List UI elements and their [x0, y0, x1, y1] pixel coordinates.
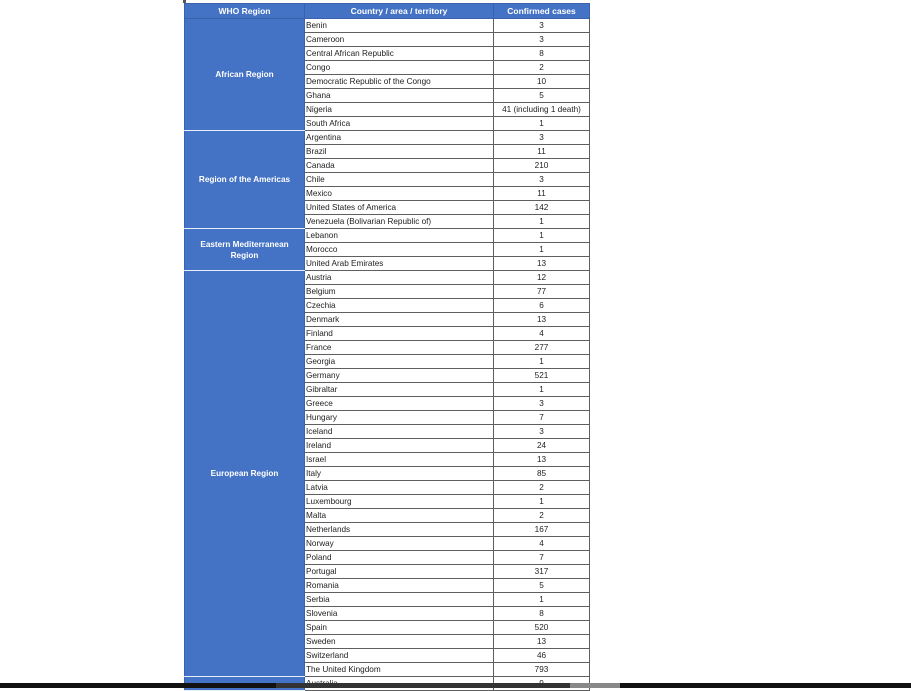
country-cell: Canada: [305, 159, 494, 173]
country-cell: The United Kingdom: [305, 663, 494, 677]
country-cell: Italy: [305, 467, 494, 481]
country-cell: Norway: [305, 537, 494, 551]
cases-cell: 1: [494, 229, 590, 243]
cases-cell: 167: [494, 523, 590, 537]
country-cell: Latvia: [305, 481, 494, 495]
country-cell: Belgium: [305, 285, 494, 299]
bottom-scrollbar-thumb[interactable]: [276, 683, 570, 688]
country-cell: Nigeria: [305, 103, 494, 117]
region-cell: African Region: [185, 19, 305, 131]
cases-cell: 3: [494, 19, 590, 33]
confirmed-cases-table: [184, 3, 590, 691]
country-cell: Switzerland: [305, 649, 494, 663]
country-cell: France: [305, 341, 494, 355]
country-cell: Austria: [305, 271, 494, 285]
cases-cell: 13: [494, 257, 590, 271]
country-cell: Mexico: [305, 187, 494, 201]
cases-cell: 3: [494, 173, 590, 187]
country-cell: Hungary: [305, 411, 494, 425]
country-cell: Denmark: [305, 313, 494, 327]
country-cell: South Africa: [305, 117, 494, 131]
cases-cell: 521: [494, 369, 590, 383]
table-row: [185, 19, 590, 33]
country-cell: Romania: [305, 579, 494, 593]
cases-cell: 520: [494, 621, 590, 635]
cases-cell: 1: [494, 383, 590, 397]
cases-cell: 1: [494, 593, 590, 607]
bottom-scrollbar-segment[interactable]: [570, 683, 620, 688]
country-cell: Benin: [305, 19, 494, 33]
cases-cell: 5: [494, 579, 590, 593]
table-row: [185, 271, 590, 285]
cases-cell: 1: [494, 117, 590, 131]
country-cell: Morocco: [305, 243, 494, 257]
cases-cell: 11: [494, 187, 590, 201]
cases-cell: 13: [494, 313, 590, 327]
country-cell: Slovenia: [305, 607, 494, 621]
table-row: [185, 131, 590, 145]
region-cell: European Region: [185, 271, 305, 677]
country-cell: Portugal: [305, 565, 494, 579]
region-cell: Eastern Mediterranean Region: [185, 229, 305, 271]
cases-cell: 210: [494, 159, 590, 173]
country-cell: Central African Republic: [305, 47, 494, 61]
country-cell: Luxembourg: [305, 495, 494, 509]
country-cell: Greece: [305, 397, 494, 411]
cases-cell: 46: [494, 649, 590, 663]
cases-cell: 3: [494, 425, 590, 439]
country-cell: Malta: [305, 509, 494, 523]
cases-cell: 793: [494, 663, 590, 677]
country-cell: Ireland: [305, 439, 494, 453]
region-cell: Region of the Americas: [185, 131, 305, 229]
country-cell: Ghana: [305, 89, 494, 103]
cases-cell: 4: [494, 327, 590, 341]
country-cell: Iceland: [305, 425, 494, 439]
country-cell: Netherlands: [305, 523, 494, 537]
cases-cell: 5: [494, 89, 590, 103]
country-cell: Chile: [305, 173, 494, 187]
country-cell: Serbia: [305, 593, 494, 607]
cases-cell: 1: [494, 215, 590, 229]
country-cell: Congo: [305, 61, 494, 75]
country-cell: Argentina: [305, 131, 494, 145]
cases-cell: 24: [494, 439, 590, 453]
country-cell: Lebanon: [305, 229, 494, 243]
table-body: [185, 19, 590, 691]
country-cell: Czechia: [305, 299, 494, 313]
country-cell: Israel: [305, 453, 494, 467]
country-cell: Cameroon: [305, 33, 494, 47]
cases-cell: 142: [494, 201, 590, 215]
country-cell: Gibraltar: [305, 383, 494, 397]
country-cell: Georgia: [305, 355, 494, 369]
cases-cell: 317: [494, 565, 590, 579]
country-cell: Sweden: [305, 635, 494, 649]
cases-cell: 1: [494, 243, 590, 257]
country-cell: United Arab Emirates: [305, 257, 494, 271]
country-cell: Democratic Republic of the Congo: [305, 75, 494, 89]
cases-cell: 12: [494, 271, 590, 285]
country-cell: United States of America: [305, 201, 494, 215]
header-confirmed-cases: Confirmed cases: [494, 4, 590, 19]
cases-cell: 2: [494, 509, 590, 523]
cases-cell: 2: [494, 481, 590, 495]
table-row: [185, 229, 590, 243]
cases-cell: 8: [494, 47, 590, 61]
cases-cell: 41 (including 1 death): [494, 103, 590, 117]
cases-cell: 10: [494, 75, 590, 89]
country-cell: Germany: [305, 369, 494, 383]
table-header-row: [185, 4, 590, 19]
cases-cell: 77: [494, 285, 590, 299]
cases-cell: 277: [494, 341, 590, 355]
cases-cell: 3: [494, 397, 590, 411]
header-country: Country / area / territory: [305, 4, 494, 19]
country-cell: Venezuela (Bolivarian Republic of): [305, 215, 494, 229]
cases-cell: 3: [494, 33, 590, 47]
header-who-region: WHO Region: [185, 4, 305, 19]
country-cell: Brazil: [305, 145, 494, 159]
country-cell: Spain: [305, 621, 494, 635]
cases-cell: 1: [494, 495, 590, 509]
cases-cell: 6: [494, 299, 590, 313]
cases-cell: 13: [494, 453, 590, 467]
cases-cell: 2: [494, 61, 590, 75]
cases-cell: 11: [494, 145, 590, 159]
cases-cell: 13: [494, 635, 590, 649]
cases-cell: 85: [494, 467, 590, 481]
cases-cell: 3: [494, 131, 590, 145]
country-cell: Poland: [305, 551, 494, 565]
cases-cell: 1: [494, 355, 590, 369]
cases-cell: 7: [494, 551, 590, 565]
cases-cell: 7: [494, 411, 590, 425]
cases-cell: 8: [494, 607, 590, 621]
cases-cell: 4: [494, 537, 590, 551]
country-cell: Finland: [305, 327, 494, 341]
